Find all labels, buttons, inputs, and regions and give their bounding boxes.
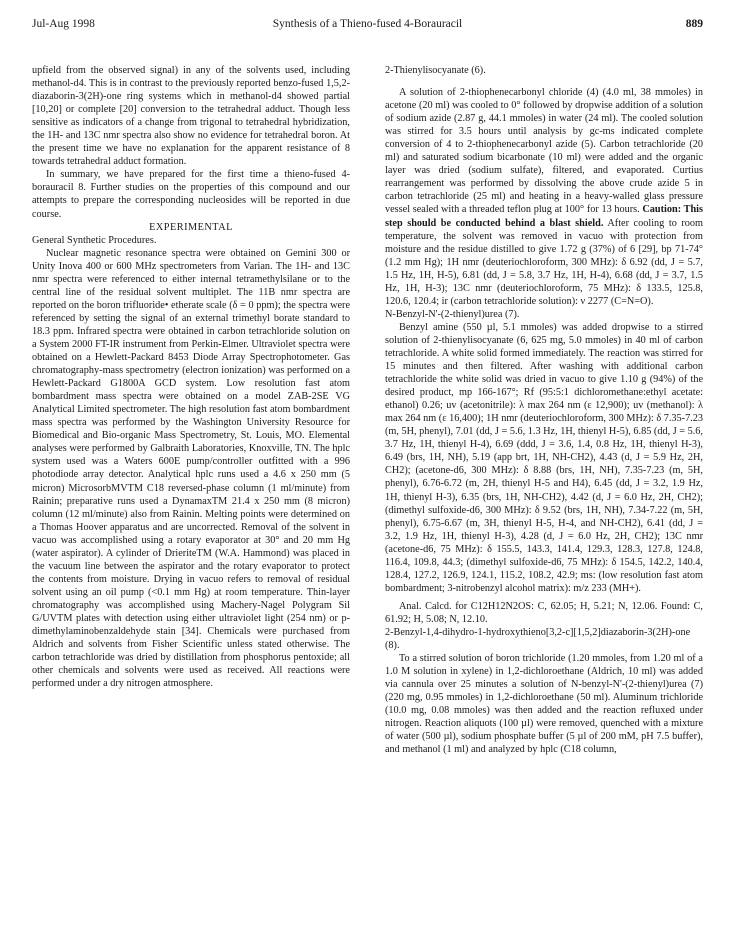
compound-6-procedure [385, 86, 703, 308]
compound-6-text-b: After cooling to room temperature, the solvent was removed in vacuo with protection from moisture and the residue distilled to give 1.72 g (37%) of 6 [29], bp 71-74° (1.2 mm Hg); 1H nmr (deuteriochloroform, 300 MHz): δ 6.92 (dd, J = 5.7, 1.5 Hz, 1H, H-5), 6.81 (dd, J = 5.8, 3.7 Hz, 1H, H-4), 6.68 (dd, J = 3.7, 1.5 Hz, 1H, H-3); 13C nmr (deuteriochloroform, 75 MHz): δ 133.5, 125.8, 120.6, 120.4; ir (carbon tetrachloride solution): ν 2277 (C=N=O). [385, 217, 703, 307]
compound-6-text-a: A solution of 2-thiophenecarbonyl chloride (4) (4.0 ml, 38 mmoles) in acetone (20 ml) was cooled to 0° followed by dropwise addition of a solution of sodium azide (2.87 g, 44.1 mmoles) in water (24 ml). The cooled solution was stirred for 3.5 hours until analysis by gc-ms indicated complete conversion of 4 to 2-thiophenecarbonyl azide (5). Carbon tetrachloride (20 ml) and saturated sodium bicarbonate (10 ml) were added and the organic layer was dried (sodium sulfate), filtered, and evaporated. Curtius rearrangement was performed by dissolving the above crude azide 5 in carbon tetrachloride (25 ml) and heating in a heavy-walled glass pressure vessel sealed with a threaded teflon plug at 100° for 13 hours. [385, 87, 703, 216]
compound-7-procedure: Benzyl amine (550 µl, 5.1 mmoles) was added dropwise to a stirred solution of 2-thienylisocyanate (6, 625 mg, 5.0 mmoles) in 40 ml of carbon tetrachloride. A white solid formed immediately. The reaction was stirred for 15 minutes and then filtered. After washing with additional carbon tetrachloride the white solid was dried in vacuo to give 1.10 g (94%) of the desired product, mp 166-167°; Rf (95:5:1 dichloromethane:ethyl acetate: ethanol) 0.26; uv (acetonitrile): λ max 264 nm (ε 12,900); uv (methanol): λ max 264 nm (ε 16,400); 1H nmr (deuteriochloroform, 300 MHz): δ 7.35-7.23 (m, 5H, phenyl), 7.01 (dd, J = 5.6, 1.3 Hz, 1H, thienyl H-5), 6.85 (dd, J = 5.6, 3.7 Hz, 1H, thienyl H-4), 6.69 (ddd, J = 3.6, 1.4, 0.8 Hz, 1H, thienyl H-3), 6.49 (brs, 1H, NH), 5.19 (app brt, 1H, NH-CH2), 4.43 (d, J = 5.9 Hz, 2H, CH2); (acetone-d6, 300 MHz): δ 8.88 (brs, 1H, NH), 7.35-7.23 (m, 5H, phenyl), 6.76-6.72 (m, 2H, thienyl H-5 and H4), 6.45 (dd, J = 3.2, 1.9 Hz, 1H, thienyl H-3), 6.35 (brs, 1H, NH-CH2), 4.42 (d, J = 6.0 Hz, 2H, CH2); (dimethyl sulfoxide-d6, 300 MHz): δ 9.52 (brs, 1H, NH), 7.34-7.22 (m, 5H, phenyl), 6.75-6.67 (m, 3H, thienyl H-5, H-4, and NH-CH2), 6.41 (dd, J = 3.2, 1.9 Hz, 1H, thienyl H-3), 4.28 (d, J = 6.0 Hz, 2H, CH2); 13C nmr (acetone-d6, 75 MHz): δ 155.5, 143.3, 141.4, 129.3, 128.3, 127.8, 124.8, 116.4, 109.8, 44.3; (dimethyl sulfoxide-d6, 75 MHz): δ 154.5, 142.2, 140.4, 128.4, 127.2, 126.9, 124.1, 115.2, 108.2, 42.9; ms: (low resolution fast atom bombardment; 3-nitrobenzyl alcohol matrix): m/z 233 (MH+). [385, 321, 704, 594]
header-title: Synthesis of a Thieno-fused 4-Borauracil [272, 18, 463, 30]
compound-8-procedure: To a stirred solution of boron trichloride (1.20 mmoles, from 1.20 ml of a 1.0 M solution in xylene) in 1,2-dichloroethane (Aldrich, 10 ml) was added via cannula over 25 minutes a solution of N-benzyl-N'-(2-thienyl)urea (7) (220 mg, 0.95 mmoles) in 1,2-dichloroethane (50 ml). Aluminum trichloride (10.0 mg, 0.08 mmoles) was then added and the reaction refluxed under nitrogen. Reaction aliquots (100 µl) were removed, quenched with a mixture of water (500 µl), sodium phosphate buffer (5 µl of 200 mM, pH 7.5 buffer), and methanol (1 ml) and analyzed by hplc (C18 column, [385, 653, 703, 756]
compound-7-analysis: Anal. Calcd. for C12H12N2OS: C, 62.05; H, 5.21; N, 12.06. Found: C, 61.92; H, 5.08; N, 12.10. [385, 600, 703, 625]
compound-6-heading: 2-Thienylisocyanate (6). [385, 65, 486, 76]
discussion-paragraph: upfield from the observed signal) in any of the solvents used, including methanol-d4. This is in contrast to the previously reported benzo-fused 1,5,2-diazaborin-3(2H)-one ring systems which in methanol-d4 showed partial [10,20] or complete [20] conversion to the tetrahedral adduct. Though less sensitive as indicators of a change from trigonal to tetrahedral hybridization, the 1H- and 13C nmr spectra also show no evidence for tetrahedral boron. At the present time we have no explanation for the apparent resistance of 8 towards tetrahedral adduct formation. [32, 65, 350, 168]
running-header [32, 18, 703, 34]
experimental-heading: EXPERIMENTAL [149, 221, 233, 233]
general-procedures-text: Nuclear magnetic resonance spectra were obtained on Gemini 300 or Unity Inova 400 or 600 MHz spectrometers from Varian. The 1H- and 13C nmr spectra were referenced to either internal tetramethylsilane or to the central line of the residual solvent multiplet. The 11B nmr spectra are reported on the boron trifluoride• etherate scale (δ = 0 ppm); the spectra were referenced by setting the signal of an external trimethyl borate standard to 18.3 ppm. Infrared spectra were obtained in carbon tetrachloride solution on a System 2000 FT-IR instrument from Perkin-Elmer. Ultraviolet spectra were obtained on a Hewlett-Packard 8453 Diode Array Spectrophotometer. Gas chromatography-mass spectrometry (electron ionization) was performed on a Hewlett-Packard G1800A GCD system. Low resolution fast atom bombardment mass spectra were obtained on a model ZAB-2SE VG Analytical Limited spectrometer. The high resolution fast atom bombardment mass spectra was performed by the Washington University Resource for Biomedical and Bio-organic Mass Spectrometry, St. Louis, MO. Elemental analyses were performed by Galbraith Laboratories, Knoxville, TN. The hplc system used was a Waters 600E pump/controller outfitted with a 996 photodiode array detector. Analytical hplc runs used a 4.6 x 250 mm (5 micron) MicrosorbMVTM C18 reversed-phase column (1 ml/minute) from Rainin; preparative runs used a DynamaxTM 21.4 x 250 mm (8 micron) column (12 ml/minute) also from Rainin. Melting points were determined on a Thomas Hoover apparatus and are uncorrected. Removal of the solvent in vacuo was accomplished using a rotary evaporator at 30° and 20 mm Hg (water aspirator). A cylinder of DrieriteTM (W.A. Hammond) was placed in the vacuum line between the aspirator and the rotary evaporator to protect the contents from moisture. Drying in vacuo refers to removal of residual solvent using an oil pump (<0.1 mm Hg) at room temperature. Thin-layer chromatography was accomplished using Machery-Nagel Polygram Sil G/UVTM plates with detection using either ultraviolet light (254 nm) or p-dimethylaminobenzaldehyde stain [34]. Chemicals were purchased from Aldrich and solvents from Fisher Scientific unless stated otherwise. The carbon tetrachloride was dried by distillation from phosphorus pentoxide; all other chemicals and solvents were used as received. All reactions were performed under a dry nitrogen atmosphere. [32, 247, 350, 690]
left-column [32, 64, 350, 937]
page-number: 889 [685, 18, 703, 30]
caution-note: Caution: This step should be conducted behind a blast shield. [385, 204, 704, 229]
header-date: Jul-Aug 1998 [32, 18, 95, 30]
compound-7-heading: N-Benzyl-N'-(2-thienyl)urea (7). [385, 308, 520, 320]
two-column-body [32, 64, 703, 937]
right-column [385, 64, 703, 937]
general-procedures-heading: General Synthetic Procedures. [32, 234, 157, 246]
compound-8-heading: 2-Benzyl-1,4-dihydro-1-hydroxythieno[3,2-c][1,5,2]diazaborin-3(2H)-one (8). [385, 626, 691, 652]
summary-paragraph: In summary, we have prepared for the first time a thieno-fused 4-borauracil 8. Further studies on the properties of this compound and our attempts to prepare the corresponding nucleosides will be reported in due course. [32, 169, 350, 220]
